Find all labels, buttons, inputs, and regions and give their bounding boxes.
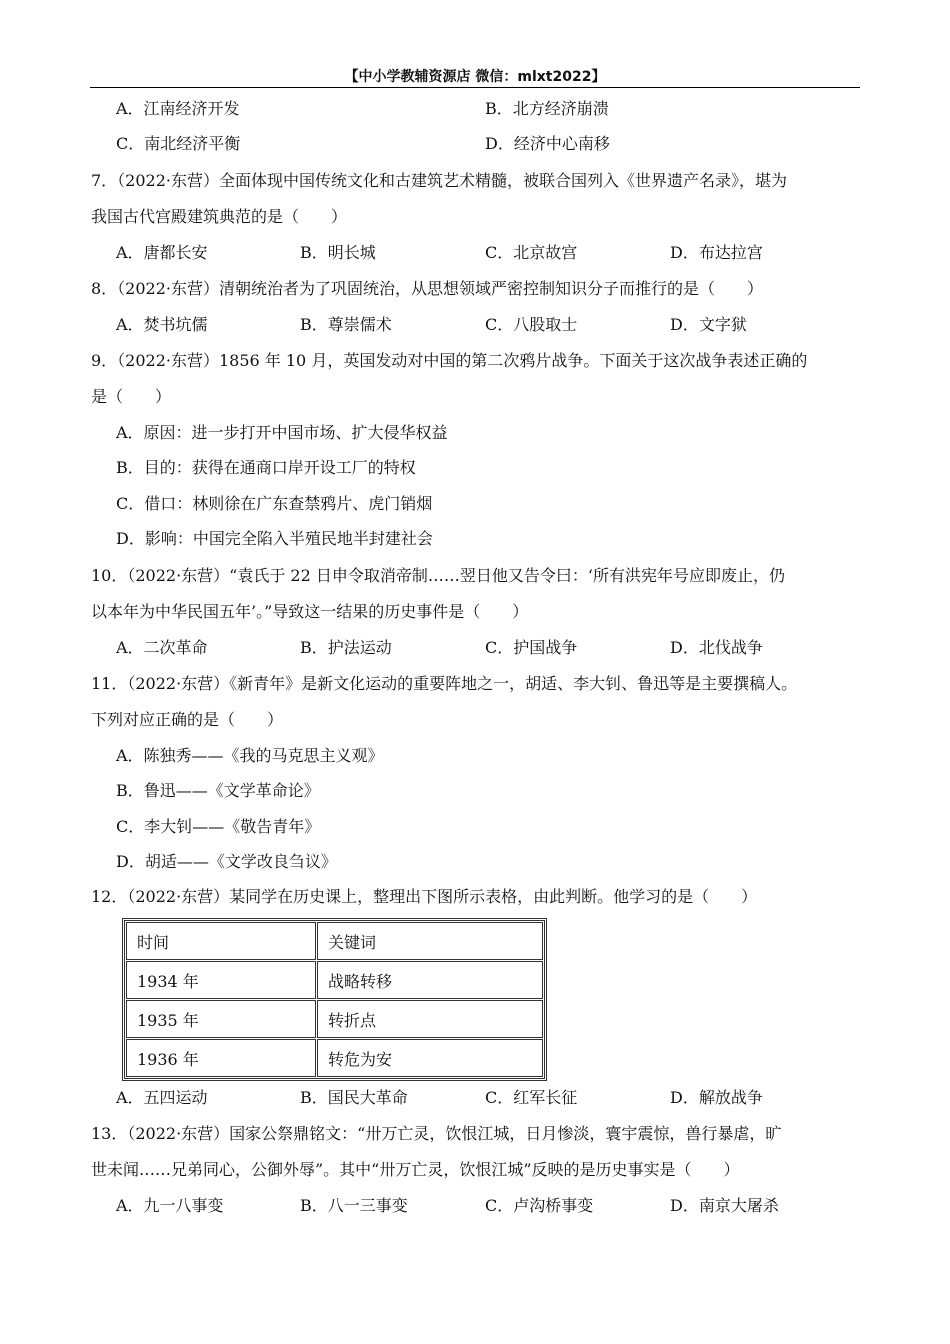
q10-option-d: D．北伐战争 — [670, 638, 763, 657]
table-cell: 1934 年 — [126, 961, 316, 999]
q9-option-d: D．影响：中国完全陷入半殖民地半封建社会 — [116, 529, 433, 548]
table-cell: 转折点 — [317, 1000, 543, 1038]
table-cell: 转危为安 — [317, 1039, 543, 1077]
q12-option-c: C．红军长征 — [485, 1088, 578, 1107]
q11-option-d: D．胡适——《文学改良刍议》 — [116, 852, 337, 871]
table-cell: 1935 年 — [126, 1000, 316, 1038]
header-rule — [90, 87, 860, 88]
q9-stem-line2: 是（ ） — [91, 387, 172, 406]
q6-option-a: A．江南经济开发 — [116, 99, 240, 118]
q8-option-a: A．焚书坑儒 — [116, 315, 208, 334]
q6-option-d: D．经济中心南移 — [485, 134, 610, 153]
q11-option-a: A．陈独秀——《我的马克思主义观》 — [116, 746, 384, 765]
table-row — [126, 961, 543, 999]
q6-option-b: B．北方经济崩溃 — [485, 99, 609, 118]
q11-stem-line2: 下列对应正确的是（ ） — [91, 710, 284, 729]
q8-stem-line1: 8．（2022·东营）清朝统治者为了巩固统治，从思想领域严密控制知识分子而推行的是（ ） — [91, 279, 763, 298]
q9-stem-line1: 9．（2022·东营）1856 年 10 月，英国发动对中国的第二次鸦片战争。下面关于这次战争表述正确的 — [91, 351, 808, 370]
q12-option-d: D．解放战争 — [670, 1088, 763, 1107]
q8-option-c: C．八股取士 — [485, 315, 578, 334]
q7-option-d: D．布达拉宫 — [670, 243, 763, 262]
q10-stem-line2: 以本年为中华民国五年’。”导致这一结果的历史事件是（ ） — [91, 602, 529, 621]
table-header-keyword: 关键词 — [317, 922, 543, 960]
table-row — [126, 1000, 543, 1038]
page-header: 【中小学教辅资源店 微信：mlxt2022】 — [344, 69, 606, 85]
q13-stem-line2: 世未闻……兄弟同心，公御外辱”。其中“卅万亡灵，饮恨江城”反映的是历史事实是（ ） — [91, 1160, 740, 1179]
q10-option-c: C．护国战争 — [485, 638, 578, 657]
q8-option-d: D．文字狱 — [670, 315, 747, 334]
q9-option-b: B．目的：获得在通商口岸开设工厂的特权 — [116, 458, 416, 477]
q7-stem-line2: 我国古代宫殿建筑典范的是（ ） — [91, 207, 348, 226]
q7-option-b: B．明长城 — [300, 243, 376, 262]
table-cell: 1936 年 — [126, 1039, 316, 1077]
q13-stem-line1: 13．（2022·东营）国家公祭鼎铭文：“卅万亡灵，饮恨江城，日月惨淡，寰宇震惊，兽行暴虐，旷 — [91, 1124, 782, 1143]
q7-option-c: C．北京故宫 — [485, 243, 578, 262]
table-row — [126, 1039, 543, 1077]
q13-option-d: D．南京大屠杀 — [670, 1196, 779, 1215]
table-cell: 战略转移 — [317, 961, 543, 999]
q12-option-b: B．国民大革命 — [300, 1088, 408, 1107]
keyword-table — [122, 918, 547, 1081]
q13-option-a: A．九一八事变 — [116, 1196, 224, 1215]
q8-option-b: B．尊崇儒术 — [300, 315, 392, 334]
q10-stem-line1: 10．（2022·东营）“袁氏于 22 日申令取消帝制……翌日他又告令曰：‘所有洪宪年号应即废止，仍 — [91, 566, 785, 585]
q10-option-b: B．护法运动 — [300, 638, 392, 657]
q11-option-b: B．鲁迅——《文学革命论》 — [116, 781, 320, 800]
q7-option-a: A．唐都长安 — [116, 243, 208, 262]
q9-option-c: C．借口：林则徐在广东查禁鸦片、虎门销烟 — [116, 494, 433, 513]
table-header-row — [126, 922, 543, 960]
q7-stem-line1: 7．（2022·东营）全面体现中国传统文化和古建筑艺术精髓，被联合国列入《世界遗产名录》，堪为 — [91, 171, 787, 190]
q12-option-a: A．五四运动 — [116, 1088, 208, 1107]
q11-option-c: C．李大钊——《敬告青年》 — [116, 817, 321, 836]
q9-option-a: A．原因：进一步打开中国市场、扩大侵华权益 — [116, 423, 448, 442]
q11-stem-line1: 11．（2022·东营）《新青年》是新文化运动的重要阵地之一，胡适、李大钊、鲁迅等是主要撰稿人。 — [91, 674, 798, 693]
q10-option-a: A．二次革命 — [116, 638, 208, 657]
q6-option-c: C．南北经济平衡 — [116, 134, 241, 153]
q13-option-c: C．卢沟桥事变 — [485, 1196, 594, 1215]
q13-option-b: B．八一三事变 — [300, 1196, 408, 1215]
q12-stem-line1: 12．（2022·东营）某同学在历史课上，整理出下图所示表格，由此判断。他学习的是（ ） — [91, 887, 758, 906]
table-header-time: 时间 — [126, 922, 316, 960]
